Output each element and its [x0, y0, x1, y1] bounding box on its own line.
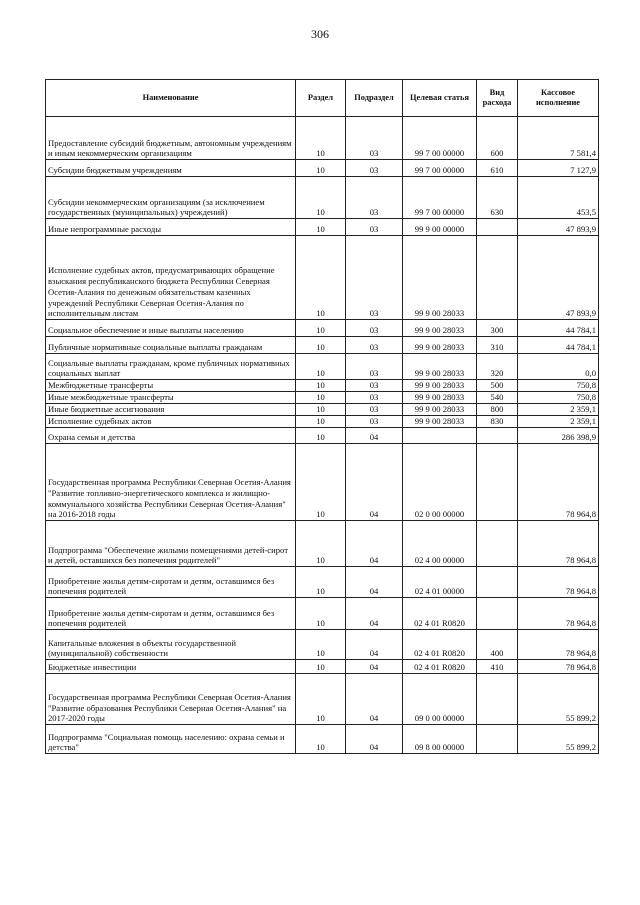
- header-name: Наименование: [46, 80, 296, 117]
- row-name-cell: Межбюджетные трансферты: [46, 380, 296, 392]
- row-section-cell: 10: [296, 219, 346, 236]
- table-row: [46, 725, 599, 754]
- row-amount-cell: 78 964,8: [518, 660, 599, 674]
- header-target: Целевая статья: [403, 80, 477, 117]
- row-name-cell: Исполнение судебных актов: [46, 416, 296, 428]
- row-section-cell: 10: [296, 404, 346, 416]
- row-kind-cell: 410: [477, 660, 518, 674]
- row-kind-cell: [477, 598, 518, 630]
- row-kind-cell: [477, 521, 518, 567]
- row-amount-cell: 286 398,9: [518, 428, 599, 444]
- table-row: [46, 380, 599, 392]
- row-subsection-cell: 04: [346, 725, 403, 754]
- table-row: [46, 337, 599, 354]
- row-subsection-cell: 03: [346, 337, 403, 354]
- row-subsection-cell: 03: [346, 177, 403, 219]
- row-kind-cell: 600: [477, 117, 518, 160]
- header-section: Раздел: [296, 80, 346, 117]
- row-target-cell: 99 9 00 28033: [403, 236, 477, 320]
- table-row: [46, 177, 599, 219]
- row-section-cell: 10: [296, 598, 346, 630]
- row-section-cell: 10: [296, 521, 346, 567]
- row-kind-cell: [477, 567, 518, 598]
- table-row: [46, 660, 599, 674]
- row-kind-cell: 830: [477, 416, 518, 428]
- row-name-cell: Субсидии бюджетным учреждениям: [46, 160, 296, 177]
- header-subsection: Подраздел: [346, 80, 403, 117]
- row-section-cell: 10: [296, 320, 346, 337]
- row-section-cell: 10: [296, 177, 346, 219]
- row-target-cell: 09 0 00 00000: [403, 674, 477, 725]
- table-row: [46, 674, 599, 725]
- row-amount-cell: 47 893,9: [518, 236, 599, 320]
- row-subsection-cell: 03: [346, 236, 403, 320]
- row-name-cell: Охрана семьи и детства: [46, 428, 296, 444]
- table-header-row: [46, 80, 599, 117]
- row-target-cell: 09 8 00 00000: [403, 725, 477, 754]
- row-name-cell: Субсидии некоммерческим организациям (за исключением государственных (муниципальных) учреждений): [46, 177, 296, 219]
- row-amount-cell: 55 899,2: [518, 725, 599, 754]
- row-section-cell: 10: [296, 428, 346, 444]
- row-target-cell: 02 4 00 00000: [403, 521, 477, 567]
- row-section-cell: 10: [296, 567, 346, 598]
- row-kind-cell: 540: [477, 392, 518, 404]
- row-amount-cell: 0,0: [518, 354, 599, 380]
- row-name-cell: Приобретение жилья детям-сиротам и детям, оставшимся без попечения родителей: [46, 598, 296, 630]
- row-amount-cell: 44 784,1: [518, 320, 599, 337]
- row-amount-cell: 750,8: [518, 392, 599, 404]
- row-amount-cell: 78 964,8: [518, 598, 599, 630]
- row-target-cell: 99 9 00 28033: [403, 404, 477, 416]
- row-target-cell: 99 7 00 00000: [403, 117, 477, 160]
- row-target-cell: 02 4 01 R0820: [403, 630, 477, 660]
- row-kind-cell: 800: [477, 404, 518, 416]
- row-subsection-cell: 03: [346, 392, 403, 404]
- row-amount-cell: 78 964,8: [518, 444, 599, 521]
- row-name-cell: Подпрограмма "Социальная помощь населению: охрана семьи и детства": [46, 725, 296, 754]
- row-subsection-cell: 04: [346, 674, 403, 725]
- table-row: [46, 236, 599, 320]
- page-number: 306: [311, 27, 329, 41]
- row-kind-cell: [477, 236, 518, 320]
- row-section-cell: 10: [296, 674, 346, 725]
- row-target-cell: 02 4 01 R0820: [403, 660, 477, 674]
- row-name-cell: Государственная программа Республики Северная Осетия-Алания "Развитие топливно-энергетического комплекса и жилищно-коммунального хозяйства Республики Северная Осетия-Алания" на 2016-2018 годы: [46, 444, 296, 521]
- row-kind-cell: [477, 444, 518, 521]
- row-subsection-cell: 03: [346, 219, 403, 236]
- row-target-cell: 02 4 01 R0820: [403, 598, 477, 630]
- row-section-cell: 10: [296, 236, 346, 320]
- row-kind-cell: [477, 725, 518, 754]
- row-target-cell: 99 7 00 00000: [403, 177, 477, 219]
- row-kind-cell: 400: [477, 630, 518, 660]
- row-kind-cell: 630: [477, 177, 518, 219]
- row-target-cell: 99 9 00 28033: [403, 337, 477, 354]
- row-target-cell: 99 9 00 28033: [403, 416, 477, 428]
- table-row: [46, 404, 599, 416]
- table-row: [46, 160, 599, 177]
- row-kind-cell: 500: [477, 380, 518, 392]
- row-subsection-cell: 03: [346, 320, 403, 337]
- row-section-cell: 10: [296, 725, 346, 754]
- row-subsection-cell: 04: [346, 444, 403, 521]
- row-section-cell: 10: [296, 392, 346, 404]
- row-name-cell: Публичные нормативные социальные выплаты гражданам: [46, 337, 296, 354]
- row-section-cell: 10: [296, 630, 346, 660]
- row-amount-cell: 7 127,9: [518, 160, 599, 177]
- row-subsection-cell: 04: [346, 598, 403, 630]
- row-kind-cell: [477, 219, 518, 236]
- row-section-cell: 10: [296, 380, 346, 392]
- row-amount-cell: 7 581,4: [518, 117, 599, 160]
- row-target-cell: 02 4 01 00000: [403, 567, 477, 598]
- table-row: [46, 521, 599, 567]
- table-row: [46, 444, 599, 521]
- row-target-cell: 99 9 00 28033: [403, 354, 477, 380]
- row-name-cell: Социальные выплаты гражданам, кроме публичных нормативных социальных выплат: [46, 354, 296, 380]
- row-kind-cell: 310: [477, 337, 518, 354]
- row-name-cell: Приобретение жилья детям-сиротам и детям, оставшимся без попечения родителей: [46, 567, 296, 598]
- table-body: [46, 117, 599, 754]
- row-amount-cell: 750,8: [518, 380, 599, 392]
- row-amount-cell: 453,5: [518, 177, 599, 219]
- table-row: [46, 567, 599, 598]
- row-kind-cell: 320: [477, 354, 518, 380]
- row-target-cell: 99 9 00 28033: [403, 380, 477, 392]
- row-name-cell: Предоставление субсидий бюджетным, автономным учреждениям и иным некоммерческим организациям: [46, 117, 296, 160]
- table-row: [46, 354, 599, 380]
- table-row: [46, 428, 599, 444]
- row-section-cell: 10: [296, 354, 346, 380]
- row-amount-cell: 2 359,1: [518, 404, 599, 416]
- row-section-cell: 10: [296, 444, 346, 521]
- row-name-cell: Государственная программа Республики Северная Осетия-Алания "Развитие образования Республики Северная Осетия-Алания" на 2017-2020 годы: [46, 674, 296, 725]
- table-row: [46, 416, 599, 428]
- row-kind-cell: [477, 428, 518, 444]
- row-section-cell: 10: [296, 160, 346, 177]
- row-amount-cell: 2 359,1: [518, 416, 599, 428]
- row-amount-cell: 44 784,1: [518, 337, 599, 354]
- row-subsection-cell: 04: [346, 630, 403, 660]
- row-name-cell: Социальное обеспечение и иные выплаты населению: [46, 320, 296, 337]
- row-target-cell: 99 9 00 28033: [403, 320, 477, 337]
- header-kind: Вид расхода: [477, 80, 518, 117]
- table-row: [46, 117, 599, 160]
- row-amount-cell: 78 964,8: [518, 521, 599, 567]
- row-subsection-cell: 04: [346, 521, 403, 567]
- table-row: [46, 392, 599, 404]
- row-target-cell: [403, 428, 477, 444]
- row-target-cell: 99 9 00 00000: [403, 219, 477, 236]
- row-subsection-cell: 03: [346, 380, 403, 392]
- row-subsection-cell: 04: [346, 660, 403, 674]
- table-row: [46, 598, 599, 630]
- row-kind-cell: 300: [477, 320, 518, 337]
- row-kind-cell: [477, 674, 518, 725]
- row-subsection-cell: 03: [346, 117, 403, 160]
- row-name-cell: Иные бюджетные ассигнования: [46, 404, 296, 416]
- row-amount-cell: 78 964,8: [518, 630, 599, 660]
- row-name-cell: Исполнение судебных актов, предусматривающих обращение взыскания республиканского бюджета Республики Северная Осетия-Алания по денежным обязательствам казенных учреждений Республики Северная Осетия-Алания по исполнительным листам: [46, 236, 296, 320]
- row-name-cell: Капитальные вложения в объекты государственной (муниципальной) собственности: [46, 630, 296, 660]
- table-row: [46, 320, 599, 337]
- row-subsection-cell: 04: [346, 567, 403, 598]
- row-subsection-cell: 04: [346, 428, 403, 444]
- row-kind-cell: 610: [477, 160, 518, 177]
- row-subsection-cell: 03: [346, 160, 403, 177]
- budget-table: [45, 79, 599, 754]
- row-target-cell: 99 7 00 00000: [403, 160, 477, 177]
- table-row: [46, 219, 599, 236]
- row-amount-cell: 55 899,2: [518, 674, 599, 725]
- row-name-cell: Иные межбюджетные трансферты: [46, 392, 296, 404]
- row-subsection-cell: 03: [346, 404, 403, 416]
- row-section-cell: 10: [296, 117, 346, 160]
- row-amount-cell: 78 964,8: [518, 567, 599, 598]
- table-row: [46, 630, 599, 660]
- row-name-cell: Подпрограмма "Обеспечение жилыми помещениями детей-сирот и детей, оставшихся без попечения родителей": [46, 521, 296, 567]
- row-subsection-cell: 03: [346, 354, 403, 380]
- row-section-cell: 10: [296, 337, 346, 354]
- row-section-cell: 10: [296, 416, 346, 428]
- row-section-cell: 10: [296, 660, 346, 674]
- header-amount: Кассовое исполнение: [518, 80, 599, 117]
- row-target-cell: 99 9 00 28033: [403, 392, 477, 404]
- row-amount-cell: 47 893,9: [518, 219, 599, 236]
- row-name-cell: Иные непрограммные расходы: [46, 219, 296, 236]
- row-target-cell: 02 0 00 00000: [403, 444, 477, 521]
- row-subsection-cell: 03: [346, 416, 403, 428]
- row-name-cell: Бюджетные инвестиции: [46, 660, 296, 674]
